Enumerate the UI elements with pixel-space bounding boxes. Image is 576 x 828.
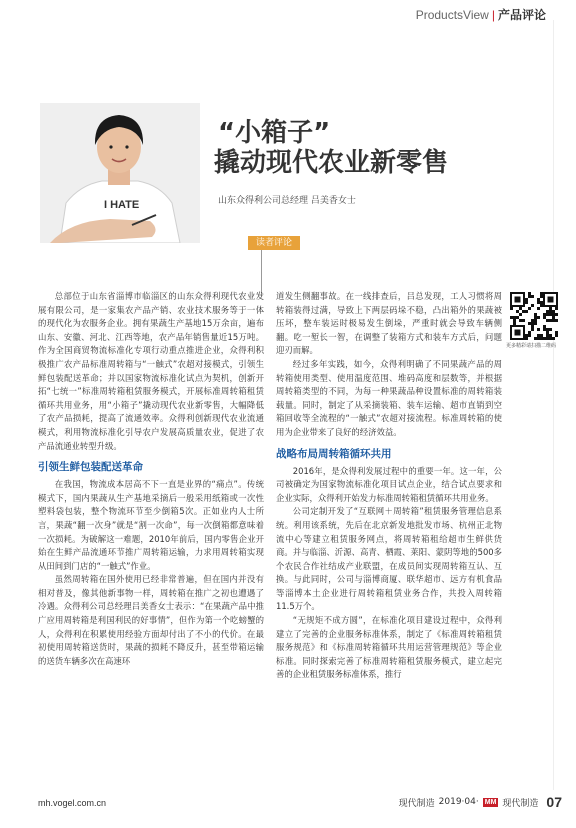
- header-separator: |: [491, 8, 495, 22]
- title-line-2: 撬动现代农业新零售: [214, 148, 449, 178]
- article-title: [214, 118, 448, 178]
- header-en: ProductsView: [415, 8, 489, 22]
- section-header: [416, 6, 546, 23]
- s1-paragraph-4: 经过多年实践，如今，众得利明确了不同果蔬产品的周转箱使用类型、使用温度范围、堆码高度和层数等，并根据周转箱类型的不同，为每一种果蔬品种设置标准的周转箱装载量。同时，制定了从采摘装箱、装车运输、超市直销到空箱回收等全流程的“一触式”农超对接流程。标准周转箱的使用为企业带来了良好的经济效益。: [276, 358, 502, 437]
- section-title-1: 引领生鲜包装配送革命: [38, 461, 143, 474]
- footer-info: [399, 794, 562, 810]
- reader-review-tag: 读者评论: [248, 236, 300, 250]
- s2-paragraph-1: 2016年，是众得利发展过程中的重要一年。这一年，公司被确定为国家物流标准化项目试点企业，结合试点要求和企业实际，众得利开始发力标准周转箱租赁循环共用业务。: [276, 465, 502, 503]
- s2-paragraph-2: 公司定制开发了“互联网＋周转箱”租赁服务管理信息系统。利用该系统，先后在北京新发地批发市场、杭州正北物流中心等建立租赁服务网点，将周转箱租给超市生鲜供货商。并与临淄、沂源、高青、栖霞、莱阳、蒙阴等地的500多个农民合作社结成产业联盟，在成员间实现周转箱互认、互换。与此同时，公司与淄博商厦、联华超市、远方有机食品等淄博本土企业进行周转箱租赁业务合作，共投入周转箱11.5万个。: [276, 506, 502, 612]
- title-line-1: “小箱子”: [218, 118, 331, 148]
- column-left: [38, 290, 264, 668]
- qr-code-icon[interactable]: [510, 292, 558, 340]
- page-edge-line: [553, 20, 554, 790]
- portrait-photo: [40, 103, 200, 243]
- intro-paragraph: 总部位于山东省淄博市临淄区的山东众得利现代农业发展有限公司，是一家集农产品产销、农业技术服务等于一体的现代化为农服务企业。拥有果蔬生产基地15万余亩，遍布山东、安徽、河北、江西等地，农产品年销售量近15万吨。作为全国商贸物流标准化专项行动重点推进企业，众得利积极推广农产品标准周转箱与“一触式”农超对接模式，引领生鲜包装配送革命；并以国家物流标准化试点为契机，创新开拓“七统一”标准周转箱租赁服务模式，开展标准周转箱租赁循环共用业务，用“小箱子”撬动现代农业新零售，大幅降低了农产品损耗，提高了流通效率。众得利创新现代农业流通模式，利用物流标准化引导农户发展高质量农业，促进了农产品流通业转型升级。: [38, 291, 264, 451]
- page-number: 07: [546, 794, 562, 810]
- column-right: [276, 290, 502, 682]
- s1-paragraph-2: 虽然周转箱在国外使用已经非常普遍，但在国内并没有相对普及，像其他新事物一样，周转箱在推广之初也遭遇了冷遇。众得利公司总经理吕美香女士表示：“在果蔬产品中推广应用周转箱是利国利民的好事情”，但作为第一个吃螃蟹的人，众得利在积累使用经验方面却付出了不小的代价。在最初使用周转箱送货时，果蔬的损耗不降反升，甚至带箱运输的送货车辆多次在高速环: [38, 574, 264, 666]
- article-byline: 山东众得利公司总经理 吕美香女士: [218, 196, 356, 206]
- qr-caption: 更多精彩请扫描二维码: [506, 343, 557, 349]
- s1-paragraph-1: 在我国，物流成本居高不下一直是业界的“痛点”。传统模式下，国内果蔬从生产基地采摘后一般采用纸箱或一次性塑料袋包装，整个物流环节至少倒箱5次。正如业内人士所言，果蔬“翻一次身”就是“割一次命”，每一次倒箱都意味着一次损耗。为破解这一难题，2010年前后，国内零售企业开始在生鲜产品流通环节推广周转箱运输，力求用周转箱实现从田间到门店的“一触式”作业。: [38, 479, 264, 571]
- header-cn: 产品评论: [497, 8, 546, 22]
- footer-mag-name: 现代制造: [398, 798, 435, 809]
- mm-logo-icon: MM: [484, 798, 497, 806]
- section-title-2: 战略布局周转箱循环共用: [276, 447, 392, 460]
- footer-url[interactable]: mh.vogel.com.cn: [38, 798, 107, 808]
- footer-issue: 2019·04·: [438, 797, 479, 807]
- footer-mag-name-2: 现代制造: [502, 798, 539, 809]
- s1-paragraph-3: 道发生侧翻事故。在一线排查后，吕总发现，工人习惯将周转箱装得过满，导致上下两层码垛不稳，凸出箱外的果蔬被压坏，整车装运时极易发生倒垛，严重时就会导致车辆侧翻。吃一堑长一智，在调整了装箱方式和装车方式后，问题迎刃而解。: [276, 291, 502, 356]
- s2-paragraph-3: “无规矩不成方圆”，在标准化项目建设过程中，众得利建立了完善的企业服务标准体系，制定了《标准周转箱租赁服务规范》和《标准周转箱循环共用运营管理规范》等企业标准。同时探索完善了标准周转箱租赁服务模式，建立起完善的企业租赁服务标准体系，推行: [276, 615, 502, 680]
- shirt-text: I HATE: [104, 199, 140, 211]
